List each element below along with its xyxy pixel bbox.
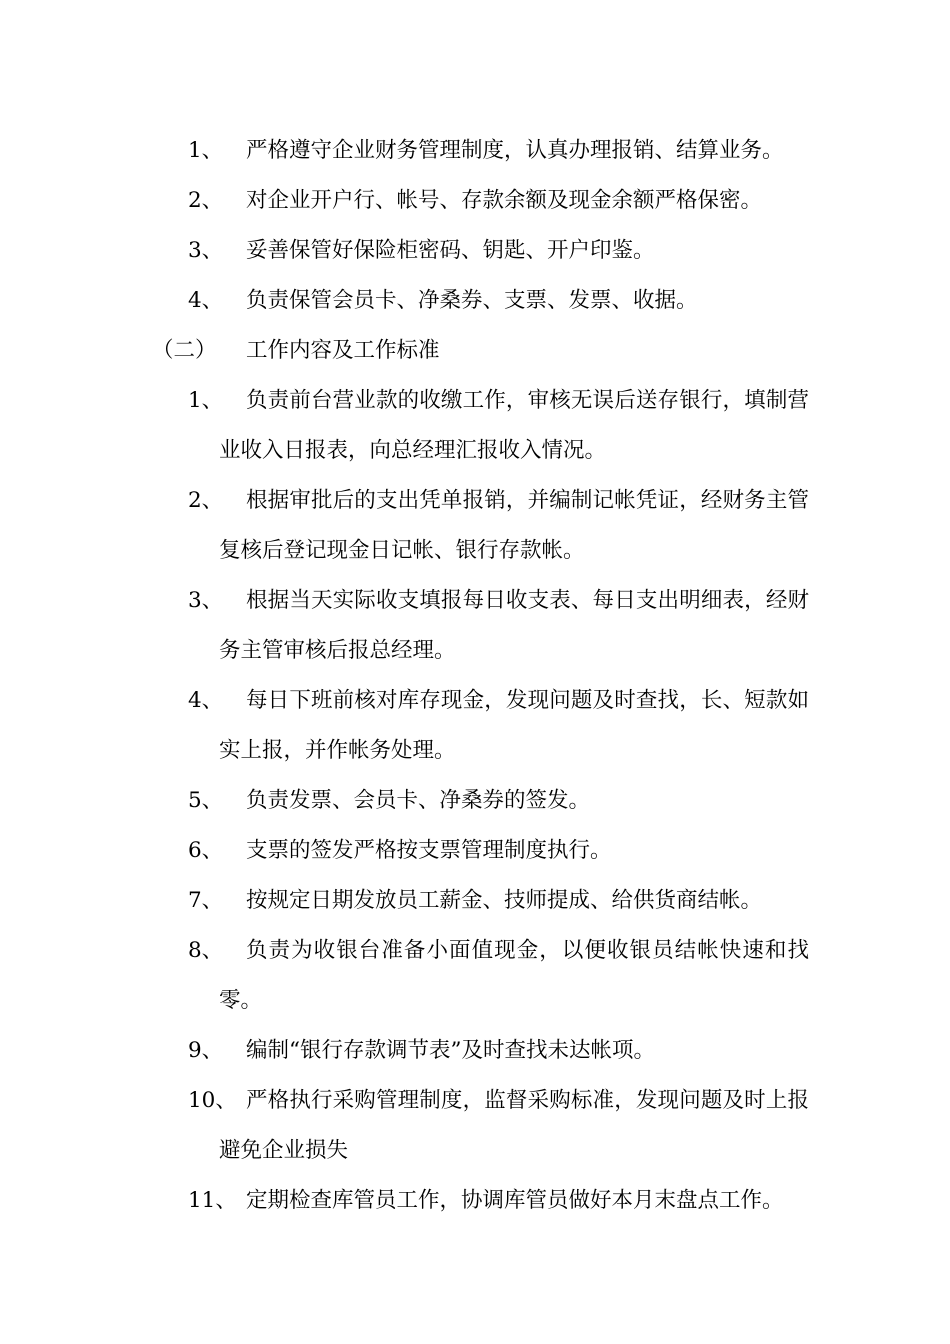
item-text: 妥善保管好保险柜密码、钥匙、开户印鉴。 <box>246 238 655 263</box>
item-text: 负责保管会员卡、净桑券、支票、发票、收据。 <box>246 288 698 313</box>
item-text: 根据当天实际收支填报每日收支表、每日支出明细表，经财务主管审核后报总经理。 <box>219 588 809 663</box>
item-text: 对企业开户行、帐号、存款余额及现金余额严格保密。 <box>246 188 763 213</box>
item-number: 3、 <box>188 588 224 613</box>
item-number: 3、 <box>188 238 224 263</box>
item-number: 11、 <box>188 1188 237 1213</box>
item-number: 4、 <box>188 688 224 713</box>
item-number: 8、 <box>188 938 224 963</box>
item-text: 按规定日期发放员工薪金、技师提成、给供货商结帐。 <box>246 888 763 913</box>
section-number: （二） <box>152 338 217 363</box>
item-text: 严格遵守企业财务管理制度，认真办理报销、结算业务。 <box>246 138 784 163</box>
item-number: 1、 <box>188 138 224 163</box>
item-number: 4、 <box>188 288 224 313</box>
section-title: 工作内容及工作标准 <box>246 338 440 363</box>
item-text: 每日下班前核对库存现金，发现问题及时查找，长、短款如实上报，并作帐务处理。 <box>219 688 809 763</box>
item-text: 负责前台营业款的收缴工作，审核无误后送存银行，填制营业收入日报表，向总经理汇报收入情况。 <box>219 388 809 463</box>
item-text: 支票的签发严格按支票管理制度执行。 <box>246 838 612 863</box>
item-number: 5、 <box>188 788 224 813</box>
item-number: 10、 <box>188 1088 237 1113</box>
item-text: 定期检查库管员工作，协调库管员做好本月末盘点工作。 <box>246 1188 784 1213</box>
item-text: 严格执行采购管理制度，监督采购标准，发现问题及时上报避免企业损失 <box>219 1088 809 1163</box>
item-number: 7、 <box>188 888 224 913</box>
item-number: 2、 <box>188 188 224 213</box>
item-text: 编制“银行存款调节表”及时查找未达帐项。 <box>246 1038 655 1063</box>
item-text: 负责发票、会员卡、净桑券的签发。 <box>246 788 591 813</box>
item-number: 1、 <box>188 388 224 413</box>
item-number: 2、 <box>188 488 224 513</box>
item-number: 6、 <box>188 838 224 863</box>
item-number: 9、 <box>188 1038 224 1063</box>
item-text: 负责为收银台准备小面值现金，以便收银员结帐快速和找零。 <box>219 938 809 1013</box>
item-text: 根据审批后的支出凭单报销，并编制记帐凭证，经财务主管复核后登记现金日记帐、银行存款帐。 <box>219 488 809 563</box>
